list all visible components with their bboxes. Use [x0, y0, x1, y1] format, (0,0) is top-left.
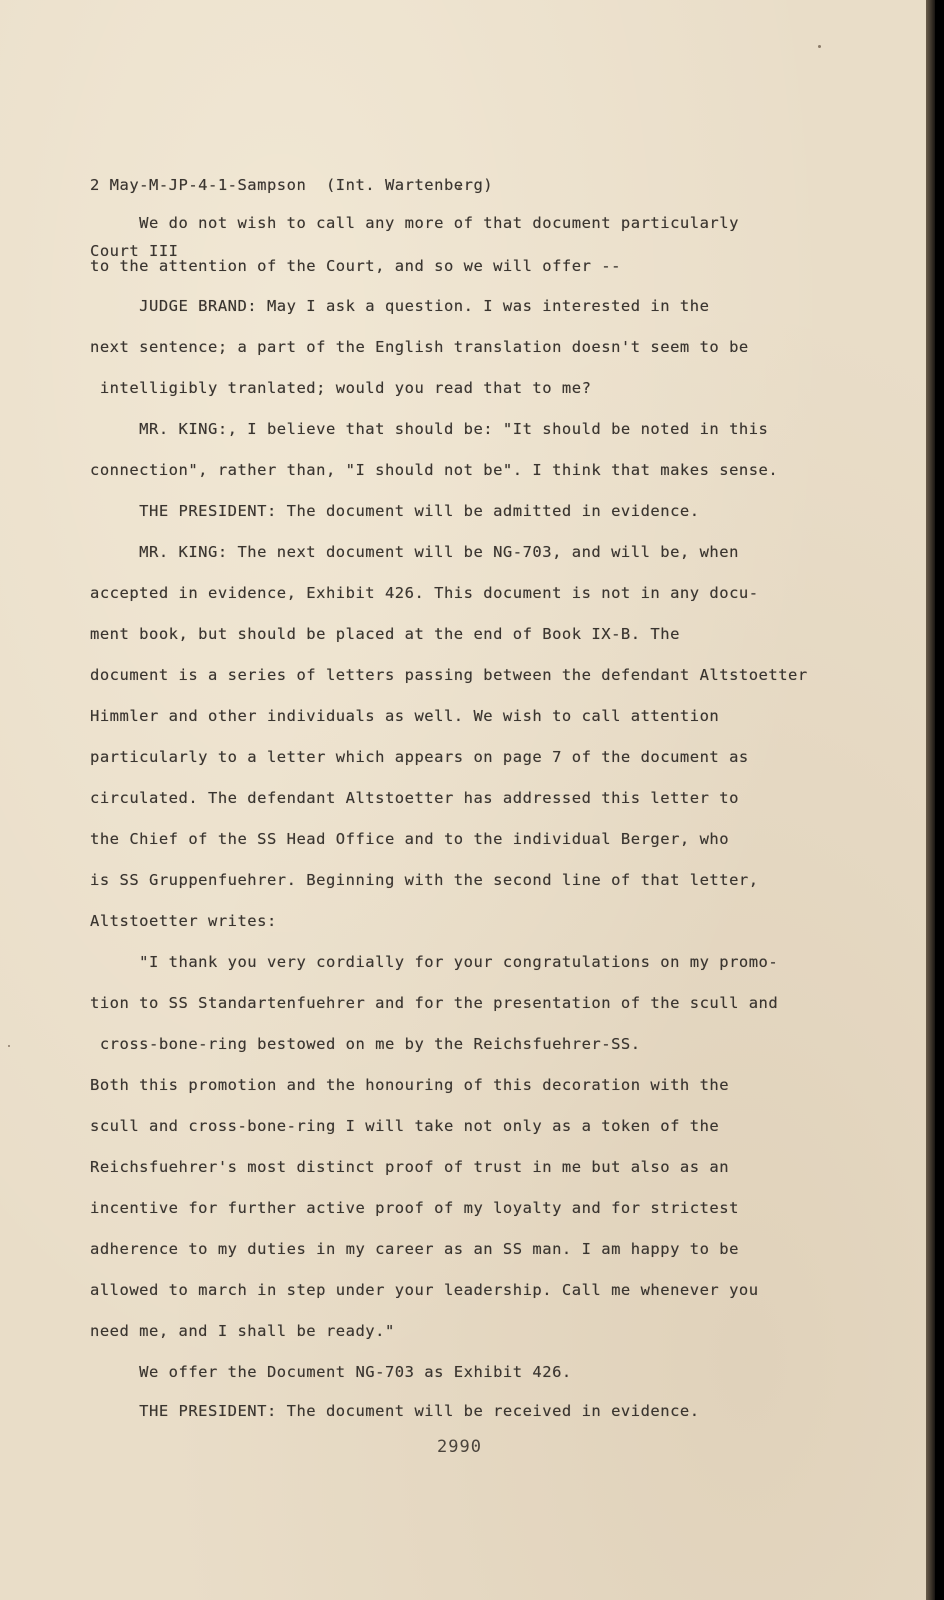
- header-court-line: Court III: [90, 242, 179, 260]
- body-line: scull and cross-bone-ring I will take not only as a token of the: [90, 1117, 720, 1135]
- body-line: circulated. The defendant Altstoetter has addressed this letter to: [90, 789, 739, 807]
- body-line: JUDGE BRAND: May I ask a question. I was interested in the: [90, 297, 710, 315]
- body-line: particularly to a letter which appears on page 7 of the document as: [90, 748, 749, 766]
- body-line: Both this promotion and the honouring of this decoration with the: [90, 1076, 730, 1094]
- page-number: 2990: [437, 1437, 482, 1457]
- body-line: allowed to march in step under your leadership. Call me whenever you: [90, 1281, 759, 1299]
- paper-speck: [818, 45, 821, 48]
- body-line: accepted in evidence, Exhibit 426. This document is not in any docu-: [90, 584, 759, 602]
- body-line: is SS Gruppenfuehrer. Beginning with the second line of that letter,: [90, 871, 759, 889]
- body-line: MR. KING: The next document will be NG-703, and will be, when: [90, 543, 739, 561]
- body-line: cross-bone-ring bestowed on me by the Reichsfuehrer-SS.: [90, 1035, 641, 1053]
- body-line: THE PRESIDENT: The document will be received in evidence.: [90, 1402, 700, 1420]
- body-line: Altstoetter writes:: [90, 912, 277, 930]
- body-line: the Chief of the SS Head Office and to the individual Berger, who: [90, 830, 730, 848]
- page-edge-shadow: [926, 0, 935, 1600]
- body-line: "I thank you very cordially for your congratulations on my promo-: [90, 953, 779, 971]
- paper-speck: [8, 1045, 10, 1047]
- body-line: to the attention of the Court, and so we will offer --: [90, 257, 621, 275]
- body-line: We offer the Document NG-703 as Exhibit 426.: [90, 1363, 572, 1381]
- body-line: adherence to my duties in my career as an SS man. I am happy to be: [90, 1240, 739, 1258]
- body-line: intelligibly tranlated; would you read that to me?: [90, 379, 592, 397]
- body-line: We do not wish to call any more of that document particularly: [90, 214, 739, 232]
- header-session-line: 2 May-M-JP-4-1-Sampson (Int. Wartenberg): [90, 176, 494, 194]
- body-line: need me, and I shall be ready.": [90, 1322, 395, 1340]
- body-line: connection", rather than, "I should not be". I think that makes sense.: [90, 461, 779, 479]
- body-line: ment book, but should be placed at the end of Book IX-B. The: [90, 625, 680, 643]
- body-line: Himmler and other individuals as well. We wish to call attention: [90, 707, 720, 725]
- body-line: THE PRESIDENT: The document will be admitted in evidence.: [90, 502, 700, 520]
- body-line: incentive for further active proof of my loyalty and for strictest: [90, 1199, 739, 1217]
- body-line: tion to SS Standartenfuehrer and for the presentation of the scull and: [90, 994, 779, 1012]
- body-line: document is a series of letters passing between the defendant Altstoetter: [90, 666, 808, 684]
- body-line: next sentence; a part of the English translation doesn't seem to be: [90, 338, 749, 356]
- body-line: Reichsfuehrer's most distinct proof of trust in me but also as an: [90, 1158, 730, 1176]
- body-line: MR. KING:, I believe that should be: "It should be noted in this: [90, 420, 769, 438]
